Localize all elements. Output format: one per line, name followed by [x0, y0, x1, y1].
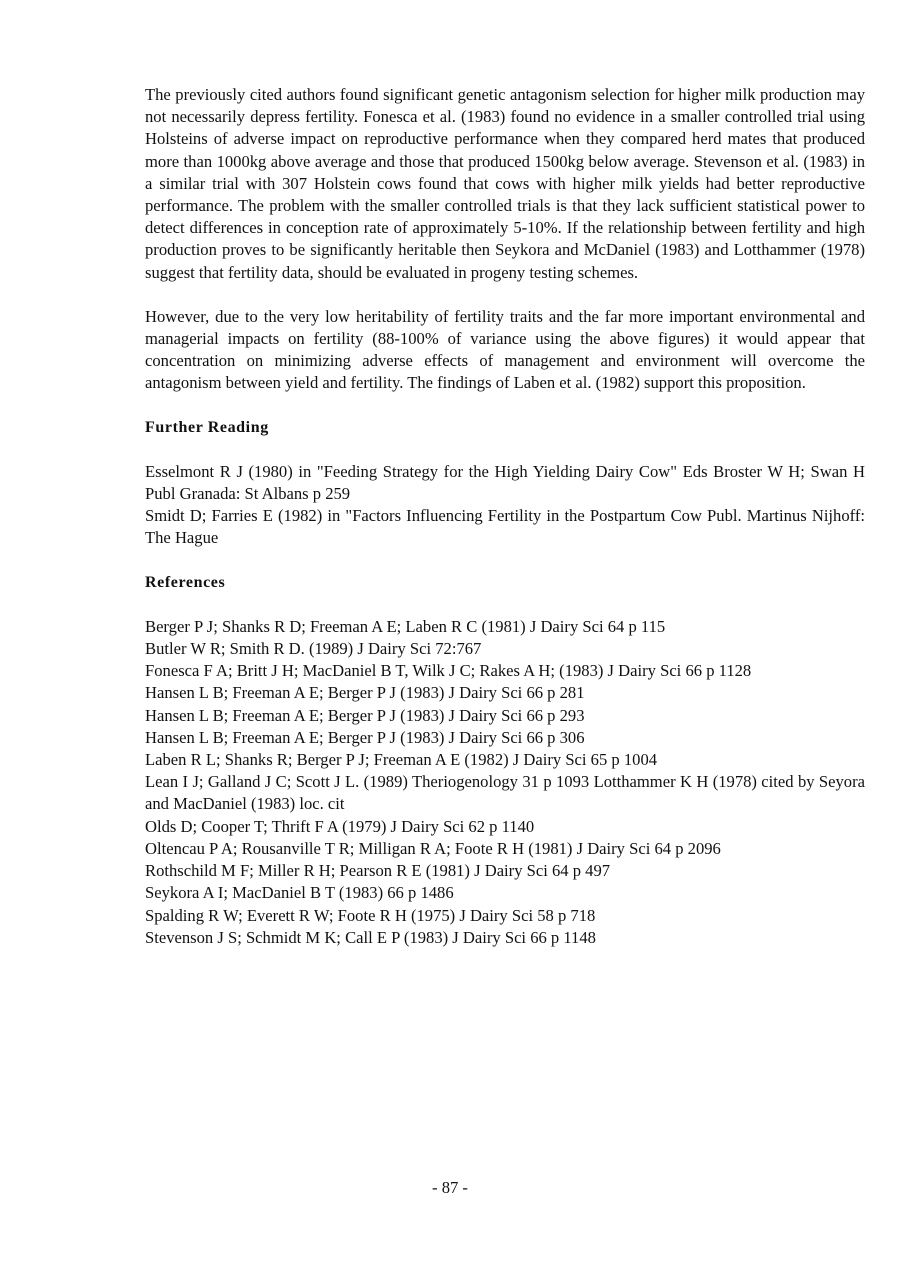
- body-paragraph: The previously cited authors found significant genetic antagonism selection for higher milk production may not necessarily depress fertility. Fonesca et al. (1983) found no evidence in a smaller controlled trial using Holsteins of adverse impact on reproductive performance when they compared herd mates that produced more than 1000kg above average and those that produced 1500kg below average. Stevenson et al. (1983) in a similar trial with 307 Holstein cows found that cows with higher milk yields had better reproductive performance. The problem with the smaller controlled trials is that they lack sufficient statistical power to detect differences in conception rate of approximately 5-10%. If the relationship between fertility and high production proves to be significantly heritable then Seykora and McDaniel (1983) and Lotthammer (1978) suggest that fertility data, should be evaluated in progeny testing schemes.: [145, 85, 865, 282]
- document-page: [145, 84, 865, 949]
- references-list: [145, 616, 865, 949]
- reference-item: Oltencau P A; Rousanville T R; Milligan R A; Foote R H (1981) J Dairy Sci 64 p 2096: [145, 838, 721, 858]
- further-reading-item: Esselmont R J (1980) in "Feeding Strategy for the High Yielding Dairy Cow" Eds Broster W H; Swan H Publ Granada: St Albans p 259: [145, 461, 865, 504]
- reference-item: Stevenson J S; Schmidt M K; Call E P (1983) J Dairy Sci 66 p 1148: [145, 927, 596, 947]
- reference-item: Fonesca F A; Britt J H; MacDaniel B T, Wilk J C; Rakes A H; (1983) J Dairy Sci 66 p 1128: [145, 661, 752, 681]
- further-reading-list: [145, 461, 865, 550]
- reference-item: Berger P J; Shanks R D; Freeman A E; Laben R C (1981) J Dairy Sci 64 p 115: [145, 616, 666, 636]
- reference-item: Lean I J; Galland J C; Scott J L. (1989) Theriogenology 31 p 1093 Lotthammer K H (1978) cited by Seyora and MacDaniel (1983) loc. cit: [145, 772, 865, 814]
- reference-item: Olds D; Cooper T; Thrift F A (1979) J Dairy Sci 62 p 1140: [145, 816, 535, 836]
- body-paragraph: However, due to the very low heritability of fertility traits and the far more important environmental and managerial impacts on fertility (88-100% of variance using the above figures) it would appear that concentration on minimizing adverse effects of management and environment will overcome the antagonism between yield and fertility. The findings of Laben et al. (1982) support this proposition.: [145, 306, 865, 393]
- reference-item: Seykora A I; MacDaniel B T (1983) 66 p 1486: [145, 883, 454, 903]
- further-reading-heading: Further Reading: [145, 418, 269, 436]
- reference-item: Laben R L; Shanks R; Berger P J; Freeman A E (1982) J Dairy Sci 65 p 1004: [145, 750, 658, 770]
- reference-item: Butler W R; Smith R D. (1989) J Dairy Sci 72:767: [145, 639, 482, 659]
- reference-item: Rothschild M F; Miller R H; Pearson R E (1981) J Dairy Sci 64 p 497: [145, 861, 611, 881]
- reference-item: Hansen L B; Freeman A E; Berger P J (1983) J Dairy Sci 66 p 306: [145, 727, 585, 747]
- further-reading-item: Smidt D; Farries E (1982) in "Factors Influencing Fertility in the Postpartum Cow Publ. Martinus Nijhoff: The Hague: [145, 506, 865, 548]
- reference-item: Hansen L B; Freeman A E; Berger P J (1983) J Dairy Sci 66 p 281: [145, 683, 585, 703]
- reference-item: Hansen L B; Freeman A E; Berger P J (1983) J Dairy Sci 66 p 293: [145, 705, 585, 725]
- references-heading: References: [145, 573, 226, 591]
- reference-item: Spalding R W; Everett R W; Foote R H (1975) J Dairy Sci 58 p 718: [145, 905, 596, 925]
- page-number: - 87 -: [432, 1178, 468, 1197]
